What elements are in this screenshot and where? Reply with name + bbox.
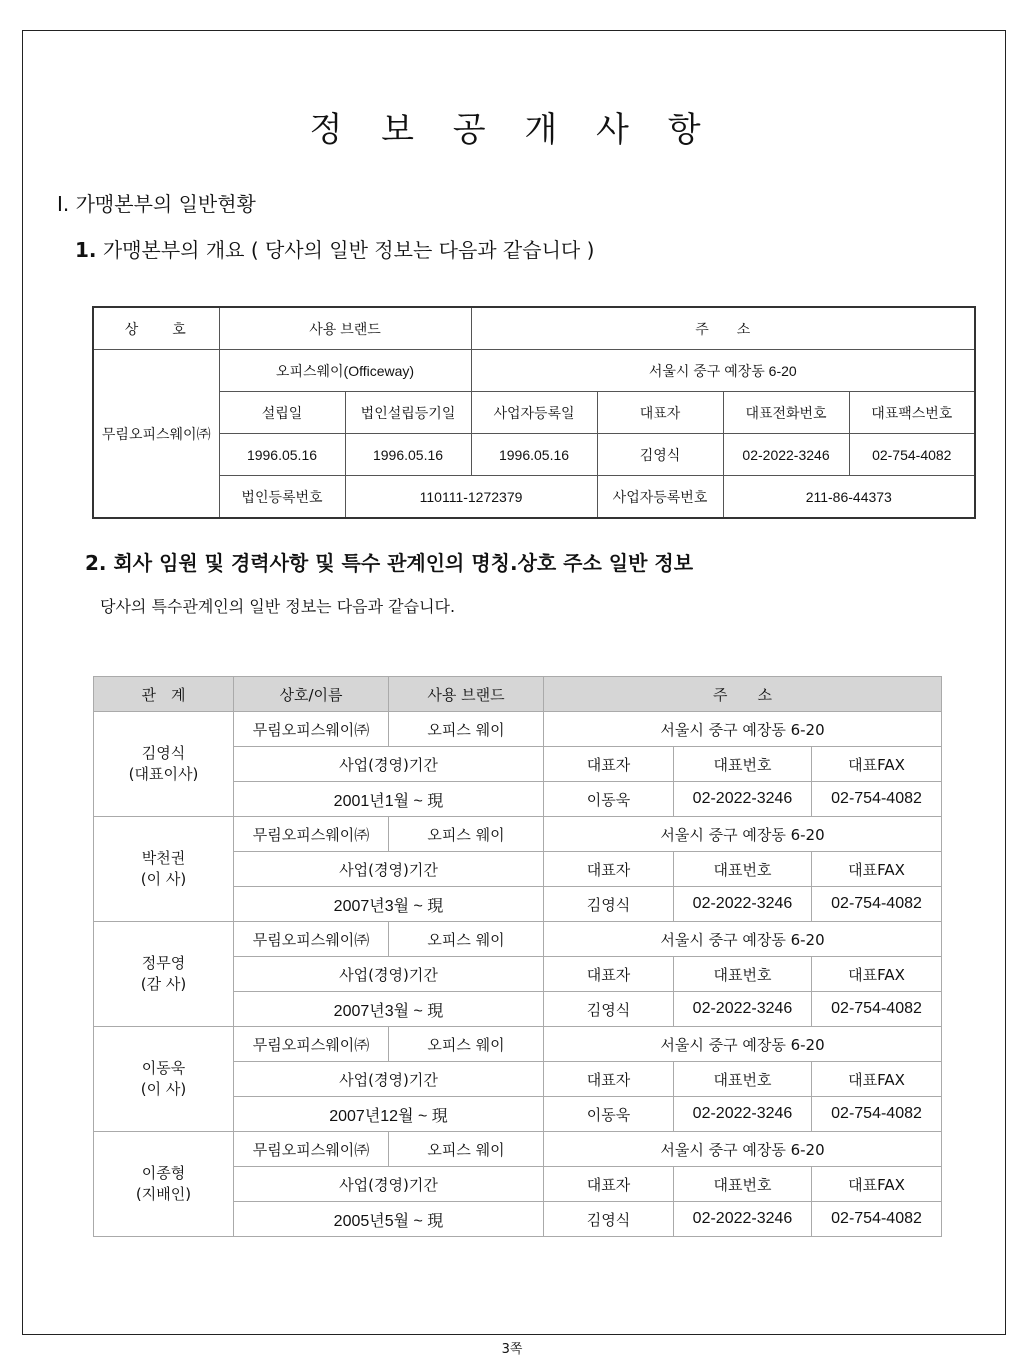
value-biz-reg-number: 211-86-44373 [723,476,975,519]
address: 서울시 중구 예장동 6-20 [544,922,942,957]
label-phone: 대표전화번호 [723,392,849,434]
period-label: 사업(경영)기간 [234,747,544,782]
phone-label: 대표번호 [674,1167,812,1202]
table-row [94,1132,942,1167]
related-person [94,1027,234,1132]
rep-value: 김영식 [544,992,674,1027]
related-person [94,1132,234,1237]
label-representative: 대표자 [597,392,723,434]
company-name: 무림오피스웨이㈜ [93,350,219,519]
fax-value: 02-754-4082 [812,1202,942,1237]
fax-value: 02-754-4082 [812,782,942,817]
company-overview-table [92,306,976,519]
rep-label: 대표자 [544,1062,674,1097]
person-role: (감 사) [140,975,187,993]
rep-label: 대표자 [544,1167,674,1202]
brand-value: 오피스웨이(Officeway) [219,350,471,392]
brand-name: 오피스 웨이 [389,1027,544,1062]
page-title: 정 보 공 개 사 항 [309,110,715,150]
section-heading: Ⅰ. 가맹본부의 일반현황 [57,192,256,216]
rep-label: 대표자 [544,957,674,992]
company-name: 무림오피스웨이㈜ [234,712,389,747]
address: 서울시 중구 예장동 6-20 [544,1027,942,1062]
rep-label: 대표자 [544,852,674,887]
brand-name: 오피스 웨이 [389,712,544,747]
person-name: 이종형 [141,1164,186,1182]
period-value: 2007년3월 ~ 現 [234,887,544,922]
person-name: 박천권 [141,849,186,867]
subsection-heading-1: 1. 가맹본부의 개요 ( 당사의 일반 정보는 다음과 같습니다 ) [75,238,595,262]
value-phone: 02-2022-3246 [723,434,849,476]
value-corp-reg-number: 110111-1272379 [345,476,597,519]
table-row [94,817,942,852]
label-founded: 설립일 [219,392,345,434]
header-brand: 사용 브랜드 [219,307,471,350]
period-label: 사업(경영)기간 [234,1062,544,1097]
brand-name: 오피스 웨이 [389,1132,544,1167]
phone-label: 대표번호 [674,747,812,782]
rep-label: 대표자 [544,747,674,782]
header-name: 상호/이름 [234,677,389,712]
value-incorporation: 1996.05.16 [345,434,471,476]
fax-label: 대표FAX [812,1167,942,1202]
person-name: 정무영 [141,954,186,972]
table-row [94,712,942,747]
phone-value: 02-2022-3246 [674,1202,812,1237]
related-person [94,712,234,817]
label-fax: 대표팩스번호 [849,392,975,434]
fax-label: 대표FAX [812,957,942,992]
company-name: 무림오피스웨이㈜ [234,817,389,852]
address-value: 서울시 중구 예장동 6-20 [471,350,975,392]
header-brand: 사용 브랜드 [389,677,544,712]
label-biz-reg-number: 사업자등록번호 [597,476,723,519]
related-persons-table [93,676,942,1237]
subsection-heading-2: 2. 회사 임원 및 경력사항 및 특수 관계인의 명칭.상호 주소 일반 정보 [85,551,694,575]
company-name: 무림오피스웨이㈜ [234,1132,389,1167]
phone-label: 대표번호 [674,957,812,992]
label-incorporation: 법인설립등기일 [345,392,471,434]
fax-label: 대표FAX [812,747,942,782]
phone-value: 02-2022-3246 [674,992,812,1027]
rep-value: 김영식 [544,1202,674,1237]
period-value: 2001년1월 ~ 現 [234,782,544,817]
table-row [94,922,942,957]
header-address: 주 소 [544,677,942,712]
period-value: 2007년12월 ~ 現 [234,1097,544,1132]
fax-value: 02-754-4082 [812,992,942,1027]
phone-value: 02-2022-3246 [674,887,812,922]
value-representative: 김영식 [597,434,723,476]
fax-value: 02-754-4082 [812,1097,942,1132]
fax-label: 대표FAX [812,1062,942,1097]
related-person [94,922,234,1027]
person-role: (지배인) [135,1185,192,1203]
header-address: 주 소 [471,307,975,350]
intro-note: 당사의 특수관계인의 일반 정보는 다음과 같습니다. [100,597,456,616]
period-label: 사업(경영)기간 [234,957,544,992]
value-business-reg-date: 1996.05.16 [471,434,597,476]
rep-value: 이동욱 [544,782,674,817]
value-fax: 02-754-4082 [849,434,975,476]
address: 서울시 중구 예장동 6-20 [544,1132,942,1167]
phone-label: 대표번호 [674,1062,812,1097]
label-corp-reg-number: 법인등록번호 [219,476,345,519]
phone-label: 대표번호 [674,852,812,887]
header-relation: 관 계 [94,677,234,712]
person-role: (대표이사) [128,765,199,783]
period-label: 사업(경영)기간 [234,1167,544,1202]
person-name: 김영식 [141,744,186,762]
period-label: 사업(경영)기간 [234,852,544,887]
company-name: 무림오피스웨이㈜ [234,1027,389,1062]
value-founded: 1996.05.16 [219,434,345,476]
period-value: 2005년5월 ~ 現 [234,1202,544,1237]
brand-name: 오피스 웨이 [389,922,544,957]
page-number: 3쪽 [501,1342,523,1357]
label-business-reg-date: 사업자등록일 [471,392,597,434]
phone-value: 02-2022-3246 [674,1097,812,1132]
brand-name: 오피스 웨이 [389,817,544,852]
header-company-name: 상 호 [93,307,219,350]
related-person [94,817,234,922]
fax-label: 대표FAX [812,852,942,887]
person-name: 이동욱 [141,1059,186,1077]
table-row [94,1027,942,1062]
rep-value: 김영식 [544,887,674,922]
phone-value: 02-2022-3246 [674,782,812,817]
address: 서울시 중구 예장동 6-20 [544,712,942,747]
person-role: (이 사) [140,870,187,888]
rep-value: 이동욱 [544,1097,674,1132]
fax-value: 02-754-4082 [812,887,942,922]
address: 서울시 중구 예장동 6-20 [544,817,942,852]
person-role: (이 사) [140,1080,187,1098]
period-value: 2007년3월 ~ 現 [234,992,544,1027]
company-name: 무림오피스웨이㈜ [234,922,389,957]
